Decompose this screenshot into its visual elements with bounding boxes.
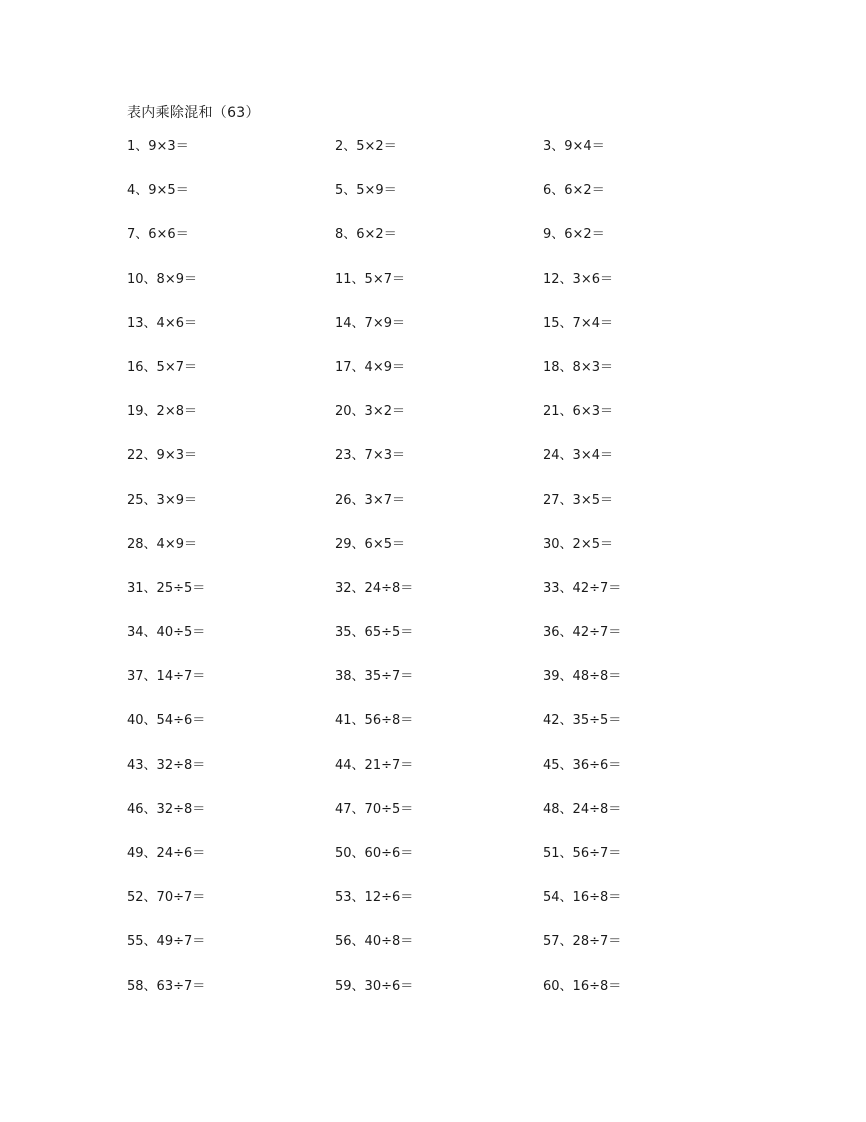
- problem-item: 21、6×3＝: [543, 404, 613, 420]
- problem-item: 25、3×9＝: [127, 492, 197, 508]
- worksheet-title: 表内乘除混和（63）: [127, 105, 260, 121]
- problem-item: 48、24÷8＝: [543, 801, 622, 817]
- problem-item: 49、24÷6＝: [127, 846, 206, 861]
- problem-item: 9、6×2＝: [543, 227, 605, 243]
- problem-item: 17、4×9＝: [335, 359, 405, 375]
- problem-item: 56、40÷8＝: [335, 934, 414, 950]
- problem-item: 60、16÷8＝: [543, 978, 622, 994]
- problem-item: 11、5×7＝: [335, 271, 405, 287]
- problem-item: 36、42÷7＝: [543, 625, 622, 641]
- problem-item: 30、2×5＝: [543, 536, 613, 552]
- problem-item: 2、5×2＝: [335, 139, 397, 154]
- problem-item: 27、3×5＝: [543, 492, 613, 508]
- problem-item: 34、40÷5＝: [127, 625, 206, 641]
- problem-item: 24、3×4＝: [543, 448, 613, 464]
- problem-item: 37、14÷7＝: [127, 669, 206, 685]
- problem-item: 18、8×3＝: [543, 359, 613, 375]
- problem-item: 28、4×9＝: [127, 536, 197, 552]
- problem-item: 58、63÷7＝: [127, 978, 206, 994]
- problem-item: 14、7×9＝: [335, 315, 405, 331]
- problem-item: 54、16÷8＝: [543, 890, 622, 906]
- problem-item: 40、54÷6＝: [127, 713, 206, 729]
- problem-item: 52、70÷7＝: [127, 890, 206, 906]
- problem-item: 5、5×9＝: [335, 183, 397, 199]
- problem-item: 33、42÷7＝: [543, 580, 622, 596]
- problem-item: 59、30÷6＝: [335, 978, 414, 994]
- problem-grid: [127, 137, 687, 1021]
- problem-item: 16、5×7＝: [127, 359, 197, 375]
- problem-item: 31、25÷5＝: [127, 580, 206, 596]
- problem-item: 32、24÷8＝: [335, 580, 414, 596]
- problem-item: 8、6×2＝: [335, 227, 397, 243]
- problem-item: 50、60÷6＝: [335, 846, 414, 861]
- problem-item: 38、35÷7＝: [335, 669, 414, 685]
- problem-item: 22、9×3＝: [127, 448, 197, 464]
- problem-item: 19、2×8＝: [127, 404, 197, 420]
- problem-item: 42、35÷5＝: [543, 713, 622, 729]
- problem-item: 55、49÷7＝: [127, 934, 206, 950]
- problem-item: 23、7×3＝: [335, 448, 405, 464]
- problem-item: 47、70÷5＝: [335, 801, 414, 817]
- problem-item: 6、6×2＝: [543, 183, 605, 199]
- problem-item: 20、3×2＝: [335, 404, 405, 420]
- problem-item: 13、4×6＝: [127, 315, 197, 331]
- problem-item: 3、9×4＝: [543, 139, 605, 154]
- problem-item: 51、56÷7＝: [543, 846, 622, 861]
- problem-item: 10、8×9＝: [127, 271, 197, 287]
- problem-item: 4、9×5＝: [127, 183, 189, 199]
- problem-item: 53、12÷6＝: [335, 890, 414, 906]
- problem-item: 35、65÷5＝: [335, 625, 414, 641]
- problem-item: 12、3×6＝: [543, 271, 613, 287]
- problem-item: 1、9×3＝: [127, 139, 189, 154]
- problem-item: 39、48÷8＝: [543, 669, 622, 685]
- problem-item: 46、32÷8＝: [127, 801, 206, 817]
- problem-item: 15、7×4＝: [543, 315, 613, 331]
- problem-item: 7、6×6＝: [127, 227, 189, 243]
- problem-item: 29、6×5＝: [335, 536, 405, 552]
- problem-item: 26、3×7＝: [335, 492, 405, 508]
- problem-item: 41、56÷8＝: [335, 713, 414, 729]
- problem-item: 45、36÷6＝: [543, 757, 622, 773]
- problem-item: 57、28÷7＝: [543, 934, 622, 950]
- problem-item: 44、21÷7＝: [335, 757, 414, 773]
- problem-item: 43、32÷8＝: [127, 757, 206, 773]
